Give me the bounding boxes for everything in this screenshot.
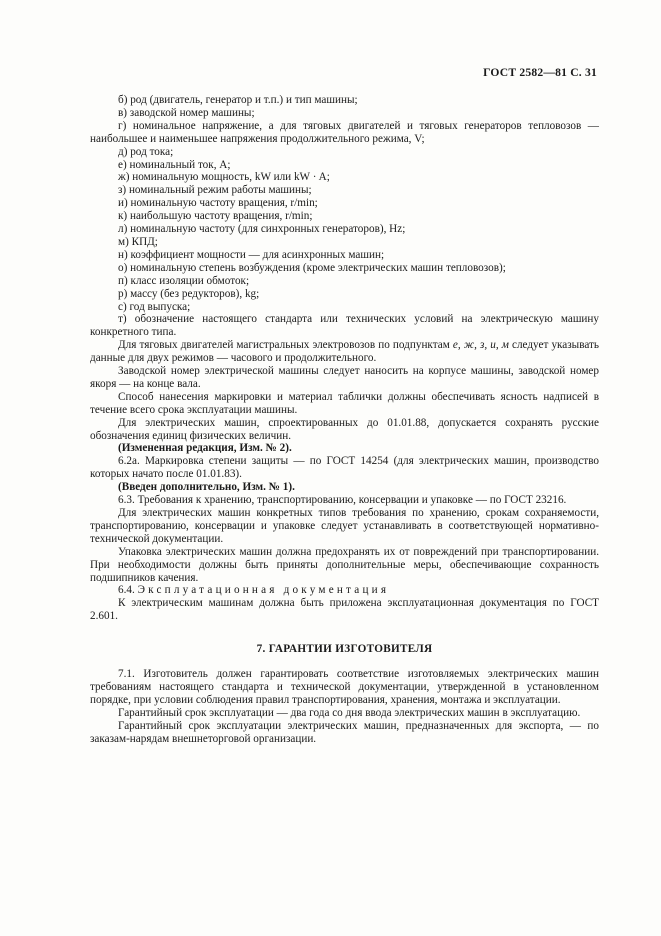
list-item: в) заводской номер машины; [118, 106, 255, 119]
paragraph-7-1: 7.1. Изготовитель должен гарантировать соответствие изготовляемых электрических машин требованиям настоящего стандарта и технической документации, утвержденной в установленном порядке, при условии соблюдения правил транспортирования, хранения, монтажа и эксплуатации. [90, 668, 599, 706]
clause-title: Эксплуатационная документация [137, 584, 390, 597]
list-item: з) номинальный режим работы машины; [118, 184, 312, 197]
amendment-note: (Введен дополнительно, Изм. № 1). [118, 481, 295, 494]
list-item: к) наибольшую частоту вращения, r/min; [118, 210, 313, 223]
paragraph: Способ нанесения маркировки и материал таблички должны обеспечивать ясность надписей в течение всего срока эксплуатации машины. [90, 390, 599, 416]
list-item: е) номинальный ток, A; [118, 158, 231, 171]
page-header: ГОСТ 2582—81 С. 31 [483, 66, 597, 79]
list-item: с) год выпуска; [118, 300, 191, 313]
list-item: д) род тока; [118, 145, 174, 158]
paragraph-6-4-heading [90, 584, 599, 597]
clause-number: 6.4. [118, 584, 135, 597]
list-item: п) класс изоляции обмоток; [118, 274, 250, 287]
paragraph: Гарантийный срок эксплуатации — два года со дня ввода электрических машин в эксплуатацию. [118, 706, 581, 719]
list-item: ж) номинальную мощность, kW или kW · A; [118, 171, 330, 184]
document-body [90, 94, 599, 746]
traction-suffix: следует указывать данные для двух режимов — часового и продолжительного. [90, 339, 600, 365]
amendment-note: (Измененная редакция, Изм. № 2). [118, 442, 292, 455]
paragraph-6-2a: 6.2а. Маркировка степени защиты — по ГОСТ 14254 (для электрических машин, производство которых начато после 01.01.83). [90, 455, 599, 481]
paragraph: Для электрических машин конкретных типов требования по хранению, срокам сохраняемости, транспортированию, консервации и упаковке следует устанавливать в соответствующей нормативно-технической документации. [90, 507, 599, 545]
marking-list [90, 94, 599, 339]
traction-letters: е, ж, з, и, м [452, 339, 509, 352]
traction-paragraph [90, 339, 599, 365]
list-item: о) номинальную степень возбуждения (кроме электрических машин тепловозов); [118, 261, 506, 274]
list-item: н) коэффициент мощности — для асинхронных машин; [118, 248, 385, 261]
list-item: б) род (двигатель, генератор и т.п.) и тип машины; [118, 94, 358, 106]
paragraph: К электрическим машинам должна быть приложена эксплуатационная документация по ГОСТ 2.601. [90, 597, 599, 623]
list-item: т) обозначение настоящего стандарта или технических условий на электрическую машину конкретного типа. [90, 313, 599, 339]
section-title: 7. ГАРАНТИИ ИЗГОТОВИТЕЛЯ [256, 643, 433, 656]
paragraph: Гарантийный срок эксплуатации электрических машин, предназначенных для экспорта, — по заказам-нарядам внешнеторговой организации. [90, 719, 599, 745]
paragraph-6-3: 6.3. Требования к хранению, транспортированию, консервации и упаковке — по ГОСТ 23216. [118, 494, 567, 507]
list-item: м) КПД; [118, 235, 158, 248]
list-item: и) номинальную частоту вращения, r/min; [118, 197, 318, 210]
list-item: р) массу (без редукторов), kg; [118, 287, 260, 300]
list-item: л) номинальную частоту (для синхронных генераторов), Hz; [118, 223, 406, 236]
paragraph: Заводской номер электрической машины следует наносить на корпусе машины, заводской номер якоря — на конце вала. [90, 365, 599, 390]
paragraph: Упаковка электрических машин должна предохранять их от повреждений при транспортировании. При необходимости должны быть приняты дополнительные меры, обеспечивающие сохранность подшипников качения. [90, 545, 599, 584]
list-item: г) номинальное напряжение, а для тяговых двигателей и тяговых генераторов тепловозов — наибольшее и наименьшее напряжения продолжительного режима, V; [90, 119, 599, 145]
traction-prefix: Для тяговых двигателей магистральных электровозов по подпунктам [118, 339, 453, 352]
paragraph: Для электрических машин, спроектированных до 01.01.88, допускается сохранять русские обозначения единиц физических величин. [90, 416, 599, 442]
